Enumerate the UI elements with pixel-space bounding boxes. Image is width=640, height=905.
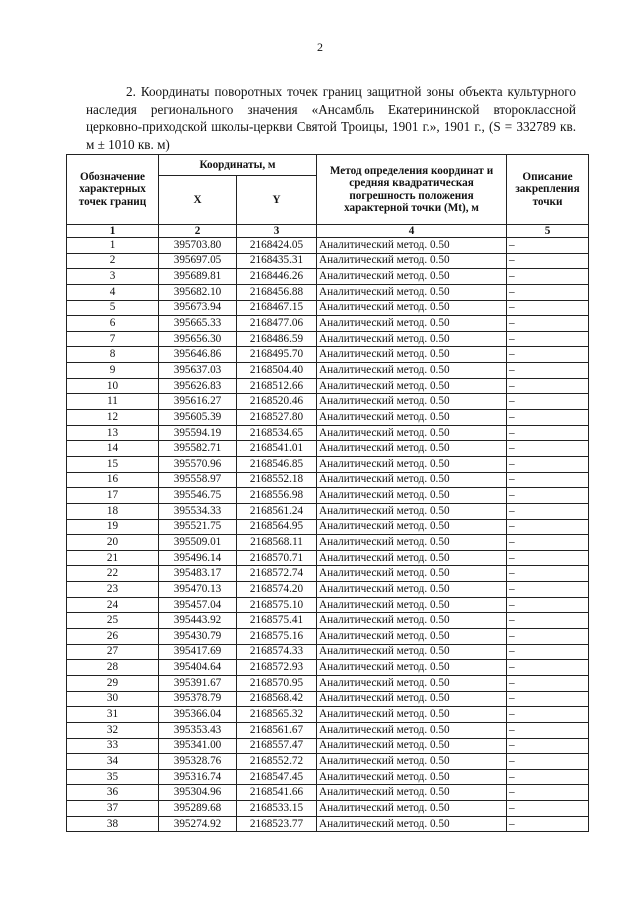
method-cell: Аналитический метод. 0.50 [317, 284, 507, 300]
header-method: Метод определения координат и средняя квадратическая погрешность положения характерной точки (Mt), м [317, 155, 507, 225]
description-cell: – [507, 722, 589, 738]
coordinates-table [66, 154, 589, 832]
description-cell: – [507, 816, 589, 832]
table-row [67, 331, 589, 347]
y-coordinate-cell: 2168568.42 [237, 691, 317, 707]
x-coordinate-cell: 395626.83 [159, 378, 237, 394]
table-row [67, 503, 589, 519]
description-cell: – [507, 597, 589, 613]
description-cell: – [507, 363, 589, 379]
table-row [67, 660, 589, 676]
description-cell: – [507, 503, 589, 519]
column-number: 5 [507, 225, 589, 238]
description-cell: – [507, 535, 589, 551]
x-coordinate-cell: 395274.92 [159, 816, 237, 832]
page-number: 2 [317, 40, 323, 54]
point-number-cell: 14 [67, 441, 159, 457]
description-cell: – [507, 660, 589, 676]
description-cell: – [507, 394, 589, 410]
description-cell: – [507, 378, 589, 394]
y-coordinate-cell: 2168575.41 [237, 613, 317, 629]
x-coordinate-cell: 395534.33 [159, 503, 237, 519]
y-coordinate-cell: 2168561.67 [237, 722, 317, 738]
point-number-cell: 19 [67, 519, 159, 535]
method-cell: Аналитический метод. 0.50 [317, 472, 507, 488]
description-cell: – [507, 582, 589, 598]
x-coordinate-cell: 395637.03 [159, 363, 237, 379]
point-number-cell: 16 [67, 472, 159, 488]
method-cell: Аналитический метод. 0.50 [317, 550, 507, 566]
method-cell: Аналитический метод. 0.50 [317, 378, 507, 394]
x-coordinate-cell: 395697.05 [159, 253, 237, 269]
x-coordinate-cell: 395366.04 [159, 707, 237, 723]
y-coordinate-cell: 2168512.66 [237, 378, 317, 394]
method-cell: Аналитический метод. 0.50 [317, 394, 507, 410]
x-coordinate-cell: 395404.64 [159, 660, 237, 676]
point-number-cell: 22 [67, 566, 159, 582]
x-coordinate-cell: 395673.94 [159, 300, 237, 316]
method-cell: Аналитический метод. 0.50 [317, 566, 507, 582]
x-coordinate-cell: 395496.14 [159, 550, 237, 566]
table-row [67, 597, 589, 613]
point-number-cell: 20 [67, 535, 159, 551]
table-row [67, 535, 589, 551]
header-y: Y [237, 176, 317, 225]
y-coordinate-cell: 2168574.33 [237, 644, 317, 660]
x-coordinate-cell: 395341.00 [159, 738, 237, 754]
table-row [67, 394, 589, 410]
table-row [67, 722, 589, 738]
y-coordinate-cell: 2168477.06 [237, 316, 317, 332]
point-number-cell: 36 [67, 785, 159, 801]
table-row [67, 582, 589, 598]
point-number-cell: 18 [67, 503, 159, 519]
description-cell: – [507, 488, 589, 504]
x-coordinate-cell: 395570.96 [159, 456, 237, 472]
header-x: X [159, 176, 237, 225]
x-coordinate-cell: 395703.80 [159, 238, 237, 254]
method-cell: Аналитический метод. 0.50 [317, 441, 507, 457]
description-cell: – [507, 238, 589, 254]
table-row [67, 675, 589, 691]
x-coordinate-cell: 395316.74 [159, 769, 237, 785]
table-row [67, 566, 589, 582]
method-cell: Аналитический метод. 0.50 [317, 347, 507, 363]
method-cell: Аналитический метод. 0.50 [317, 331, 507, 347]
point-number-cell: 35 [67, 769, 159, 785]
column-number: 4 [317, 225, 507, 238]
description-cell: – [507, 738, 589, 754]
y-coordinate-cell: 2168570.95 [237, 675, 317, 691]
method-cell: Аналитический метод. 0.50 [317, 269, 507, 285]
point-number-cell: 31 [67, 707, 159, 723]
method-cell: Аналитический метод. 0.50 [317, 629, 507, 645]
y-coordinate-cell: 2168552.18 [237, 472, 317, 488]
y-coordinate-cell: 2168552.72 [237, 754, 317, 770]
table-row [67, 613, 589, 629]
description-cell: – [507, 269, 589, 285]
point-number-cell: 28 [67, 660, 159, 676]
point-number-cell: 30 [67, 691, 159, 707]
column-number: 1 [67, 225, 159, 238]
x-coordinate-cell: 395665.33 [159, 316, 237, 332]
y-coordinate-cell: 2168504.40 [237, 363, 317, 379]
y-coordinate-cell: 2168527.80 [237, 410, 317, 426]
y-coordinate-cell: 2168574.20 [237, 582, 317, 598]
point-number-cell: 7 [67, 331, 159, 347]
y-coordinate-cell: 2168568.11 [237, 535, 317, 551]
column-number: 3 [237, 225, 317, 238]
description-cell: – [507, 519, 589, 535]
y-coordinate-cell: 2168533.15 [237, 801, 317, 817]
point-number-cell: 21 [67, 550, 159, 566]
table-row [67, 238, 589, 254]
table-row [67, 347, 589, 363]
table-row [67, 456, 589, 472]
x-coordinate-cell: 395457.04 [159, 597, 237, 613]
description-cell: – [507, 754, 589, 770]
table-row [67, 769, 589, 785]
table-header [67, 155, 589, 238]
table-row [67, 707, 589, 723]
x-coordinate-cell: 395521.75 [159, 519, 237, 535]
method-cell: Аналитический метод. 0.50 [317, 691, 507, 707]
point-number-cell: 5 [67, 300, 159, 316]
table-row [67, 488, 589, 504]
point-number-cell: 34 [67, 754, 159, 770]
point-number-cell: 10 [67, 378, 159, 394]
method-cell: Аналитический метод. 0.50 [317, 238, 507, 254]
x-coordinate-cell: 395430.79 [159, 629, 237, 645]
method-cell: Аналитический метод. 0.50 [317, 410, 507, 426]
description-cell: – [507, 566, 589, 582]
point-number-cell: 33 [67, 738, 159, 754]
x-coordinate-cell: 395443.92 [159, 613, 237, 629]
method-cell: Аналитический метод. 0.50 [317, 660, 507, 676]
point-number-cell: 13 [67, 425, 159, 441]
description-cell: – [507, 284, 589, 300]
point-number-cell: 26 [67, 629, 159, 645]
method-cell: Аналитический метод. 0.50 [317, 738, 507, 754]
table-row [67, 691, 589, 707]
description-cell: – [507, 456, 589, 472]
point-number-cell: 25 [67, 613, 159, 629]
point-number-cell: 29 [67, 675, 159, 691]
table-row [67, 253, 589, 269]
method-cell: Аналитический метод. 0.50 [317, 816, 507, 832]
description-cell: – [507, 441, 589, 457]
table-body [67, 238, 589, 832]
x-coordinate-cell: 395656.30 [159, 331, 237, 347]
table-row [67, 425, 589, 441]
description-cell: – [507, 644, 589, 660]
table-row [67, 816, 589, 832]
method-cell: Аналитический метод. 0.50 [317, 613, 507, 629]
description-cell: – [507, 331, 589, 347]
table-row [67, 269, 589, 285]
y-coordinate-cell: 2168541.66 [237, 785, 317, 801]
point-number-cell: 38 [67, 816, 159, 832]
point-number-cell: 15 [67, 456, 159, 472]
y-coordinate-cell: 2168435.31 [237, 253, 317, 269]
point-number-cell: 27 [67, 644, 159, 660]
method-cell: Аналитический метод. 0.50 [317, 785, 507, 801]
method-cell: Аналитический метод. 0.50 [317, 801, 507, 817]
point-number-cell: 2 [67, 253, 159, 269]
description-cell: – [507, 769, 589, 785]
x-coordinate-cell: 395646.86 [159, 347, 237, 363]
y-coordinate-cell: 2168424.05 [237, 238, 317, 254]
point-number-cell: 17 [67, 488, 159, 504]
method-cell: Аналитический метод. 0.50 [317, 769, 507, 785]
point-number-cell: 9 [67, 363, 159, 379]
method-cell: Аналитический метод. 0.50 [317, 488, 507, 504]
x-coordinate-cell: 395558.97 [159, 472, 237, 488]
y-coordinate-cell: 2168520.46 [237, 394, 317, 410]
point-number-cell: 6 [67, 316, 159, 332]
table-row [67, 754, 589, 770]
method-cell: Аналитический метод. 0.50 [317, 707, 507, 723]
y-coordinate-cell: 2168547.45 [237, 769, 317, 785]
description-cell: – [507, 675, 589, 691]
point-number-cell: 23 [67, 582, 159, 598]
description-cell: – [507, 410, 589, 426]
method-cell: Аналитический метод. 0.50 [317, 456, 507, 472]
description-cell: – [507, 629, 589, 645]
intro-paragraph: 2. Координаты поворотных точек границ защитной зоны объекта культурного наследия регионального значения «Ансамбль Екатерининской второклассной церковно-приходской школы-церкви Святой Троицы, 1901 г.», 1901 г., (S = 332789 кв. м ± 1010 кв. м) [86, 84, 576, 152]
table-row [67, 801, 589, 817]
y-coordinate-cell: 2168446.26 [237, 269, 317, 285]
y-coordinate-cell: 2168534.65 [237, 425, 317, 441]
table-row [67, 441, 589, 457]
method-cell: Аналитический метод. 0.50 [317, 722, 507, 738]
x-coordinate-cell: 395616.27 [159, 394, 237, 410]
method-cell: Аналитический метод. 0.50 [317, 754, 507, 770]
method-cell: Аналитический метод. 0.50 [317, 597, 507, 613]
method-cell: Аналитический метод. 0.50 [317, 582, 507, 598]
header-coordinates: Координаты, м [159, 155, 317, 176]
method-cell: Аналитический метод. 0.50 [317, 535, 507, 551]
method-cell: Аналитический метод. 0.50 [317, 253, 507, 269]
description-cell: – [507, 785, 589, 801]
y-coordinate-cell: 2168572.93 [237, 660, 317, 676]
y-coordinate-cell: 2168561.24 [237, 503, 317, 519]
column-number: 2 [159, 225, 237, 238]
description-cell: – [507, 316, 589, 332]
method-cell: Аналитический метод. 0.50 [317, 300, 507, 316]
table-row [67, 738, 589, 754]
table-row [67, 410, 589, 426]
description-cell: – [507, 801, 589, 817]
x-coordinate-cell: 395605.39 [159, 410, 237, 426]
point-number-cell: 32 [67, 722, 159, 738]
y-coordinate-cell: 2168565.32 [237, 707, 317, 723]
table-row [67, 378, 589, 394]
x-coordinate-cell: 395417.69 [159, 644, 237, 660]
y-coordinate-cell: 2168495.70 [237, 347, 317, 363]
x-coordinate-cell: 395689.81 [159, 269, 237, 285]
table-row [67, 284, 589, 300]
point-number-cell: 4 [67, 284, 159, 300]
method-cell: Аналитический метод. 0.50 [317, 363, 507, 379]
header-point: Обозначение характерных точек границ [67, 155, 159, 225]
table-row [67, 472, 589, 488]
point-number-cell: 12 [67, 410, 159, 426]
x-coordinate-cell: 395378.79 [159, 691, 237, 707]
table-row [67, 363, 589, 379]
description-cell: – [507, 472, 589, 488]
method-cell: Аналитический метод. 0.50 [317, 519, 507, 535]
x-coordinate-cell: 395546.75 [159, 488, 237, 504]
table-row [67, 644, 589, 660]
method-cell: Аналитический метод. 0.50 [317, 316, 507, 332]
y-coordinate-cell: 2168557.47 [237, 738, 317, 754]
table-row [67, 629, 589, 645]
x-coordinate-cell: 395682.10 [159, 284, 237, 300]
description-cell: – [507, 300, 589, 316]
x-coordinate-cell: 395328.76 [159, 754, 237, 770]
y-coordinate-cell: 2168541.01 [237, 441, 317, 457]
y-coordinate-cell: 2168556.98 [237, 488, 317, 504]
point-number-cell: 11 [67, 394, 159, 410]
description-cell: – [507, 347, 589, 363]
table-row [67, 519, 589, 535]
point-number-cell: 3 [67, 269, 159, 285]
x-coordinate-cell: 395483.17 [159, 566, 237, 582]
y-coordinate-cell: 2168546.85 [237, 456, 317, 472]
x-coordinate-cell: 395289.68 [159, 801, 237, 817]
description-cell: – [507, 425, 589, 441]
description-cell: – [507, 691, 589, 707]
description-cell: – [507, 613, 589, 629]
x-coordinate-cell: 395582.71 [159, 441, 237, 457]
point-number-cell: 8 [67, 347, 159, 363]
point-number-cell: 37 [67, 801, 159, 817]
x-coordinate-cell: 395470.13 [159, 582, 237, 598]
y-coordinate-cell: 2168572.74 [237, 566, 317, 582]
y-coordinate-cell: 2168456.88 [237, 284, 317, 300]
point-number-cell: 1 [67, 238, 159, 254]
x-coordinate-cell: 395509.01 [159, 535, 237, 551]
x-coordinate-cell: 395304.96 [159, 785, 237, 801]
table-row [67, 316, 589, 332]
table-row [67, 785, 589, 801]
y-coordinate-cell: 2168575.10 [237, 597, 317, 613]
table-row [67, 300, 589, 316]
point-number-cell: 24 [67, 597, 159, 613]
method-cell: Аналитический метод. 0.50 [317, 644, 507, 660]
y-coordinate-cell: 2168467.15 [237, 300, 317, 316]
x-coordinate-cell: 395353.43 [159, 722, 237, 738]
y-coordinate-cell: 2168523.77 [237, 816, 317, 832]
header-description: Описание закрепления точки [507, 155, 589, 225]
method-cell: Аналитический метод. 0.50 [317, 675, 507, 691]
x-coordinate-cell: 395594.19 [159, 425, 237, 441]
method-cell: Аналитический метод. 0.50 [317, 425, 507, 441]
x-coordinate-cell: 395391.67 [159, 675, 237, 691]
y-coordinate-cell: 2168486.59 [237, 331, 317, 347]
description-cell: – [507, 707, 589, 723]
y-coordinate-cell: 2168575.16 [237, 629, 317, 645]
method-cell: Аналитический метод. 0.50 [317, 503, 507, 519]
description-cell: – [507, 550, 589, 566]
table-row [67, 550, 589, 566]
y-coordinate-cell: 2168570.71 [237, 550, 317, 566]
y-coordinate-cell: 2168564.95 [237, 519, 317, 535]
description-cell: – [507, 253, 589, 269]
